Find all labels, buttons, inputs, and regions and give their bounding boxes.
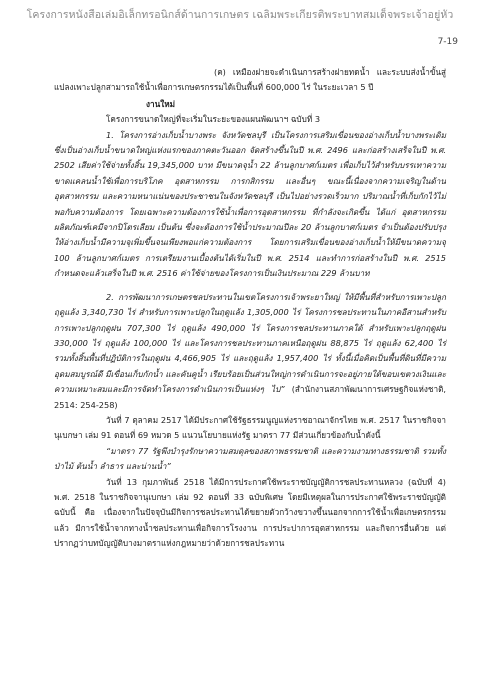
- paragraph-constitution: วันที่ 7 ตุลาคม 2517 ได้มีประกาศใช้รัฐธรรมนูญแห่งราชอาณาจักรไทย พ.ศ. 2517 ในราชกิจจานุเบกษา เล่ม 91 ตอนที่ 69 หมวด 5 แนวนโยบายแห่งรัฐ มาตรา 77 มีส่วนเกี่ยวข้องกับน้ำดังนี้: [54, 414, 446, 441]
- paragraph-irrigation: [54, 290, 446, 413]
- paragraph-article-77: “มาตรา 77 รัฐพึงบำรุงรักษาความสมดุลของสภาพธรรมชาติ และความงามทางธรรมชาติ รวมทั้งป่าไม้ ต้นน้ำ ลำธาร และน่านน้ำ”: [54, 445, 446, 472]
- section-heading: งานใหม่: [146, 98, 175, 109]
- paragraph-dam-project: (ค) เหมืองฝายจะดำเนินการสร้างฝายทดน้ำ และระบบส่งน้ำขั้นสู่แปลงเพาะปลูกสามารถใช้น้ำเพื่อการเกษตรกรรมได้เป็นพื้นที่ 600,000 ไร่ ในระยะเวลา 5 ปี: [54, 67, 446, 93]
- document-body: [54, 65, 446, 552]
- citation: (สำนักงานสภาพัฒนาการเศรษฐกิจแห่งชาติ, 2514: 254-258): [54, 384, 446, 410]
- paragraph-irrigation-act: วันที่ 13 กุมภาพันธ์ 2518 ได้มีการประกาศใช้พระราชบัญญัติการชลประทานหลวง (ฉบับที่ 4) พ.ศ. 2518 ในราชกิจจานุเบกษา เล่ม 92 ตอนที่ 33 ฉบับพิเศษ โดยมีเหตุผลในการประกาศใช้พระราชบัญญัติฉบับนี้ คือ เนื่องจากในปัจจุบันมีกิจการชลประทานได้ขยายตัวกว้างขวางขึ้นนอกจากการใช้น้ำเพื่อเกษตรกรรมแล้ว มีการใช้น้ำจากทางน้ำชลประทานเพื่อกิจการโรงงาน การประปาการอุตสาหกรรม และกิจการอื่นด้วย แต่ปรากฏว่าบทบัญญัติบางมาตราแห่งกฎหมายว่าด้วยการชลประทาน: [54, 476, 446, 549]
- running-header: โครงการหนังสือเล่มอิเล็กทรอนิกส์ด้านการเกษตร เฉลิมพระเกียรติพระบาทสมเด็จพระเจ้าอยู่หัว: [26, 9, 454, 21]
- quote-text: 2. การพัฒนาการเกษตรชลประทานในเขตโครงการเจ้าพระยาใหญ่ ให้มีพื้นที่สำหรับการเพาะปลูกฤดูแล้ง 3,340,730 ไร่ สำหรับการเพาะปลูกในฤดูแล้ง 1,305,000 ไร่ โครงการชลประทานในภาคอีสานสำหรับการเพาะปลูกฤดูฝน 707,300 ไร่ ฤดูแล้ง 490,000 ไร่ โครงการชลประทานภาคใต้ สำหรับเพาะปลูกฤดูฝน 330,000 ไร่ ฤดูแล้ง 100,000 ไร่ และโครงการชลประทานภาคเหนือฤดูฝน 88,875 ไร่ ฤดูแล้ง 62,400 ไร่ รวมทั้งสิ้นพื้นที่ปฏิบัติการในฤดูฝน 4,466,905 ไร่ และฤดูแล้ง 1,957,400 ไร่ ทั้งนี้เมื่อคิดเป็นพื้นที่ดินที่มีความอุดมสมบูรณ์ดี มีเขื่อนเก็บกักน้ำ และคันคูน้ำ เรียบร้อยเป็นส่วนใหญ่การดำเนินการจะอยู่ภายใต้ขอบเขตวงเงินและความเหมาะสมและมีการจัดทำโครงการดำเนินการเป็นแห่งๆ ไป”: [54, 291, 446, 395]
- paragraph-intro: โครงการขนาดใหญ่ที่จะเริ่มในระยะของแผนพัฒนาฯ ฉบับที่ 3: [106, 114, 321, 125]
- paragraph-bang-phra: 1. โครงการอ่างเก็บน้ำบางพระ จังหวัดชลบุรี เป็นโครงการเสริมเขื่อนของอ่างเก็บน้ำบางพระเดิม ซึ่งเป็นอ่างเก็บน้ำขนาดใหญ่แห่งแรกของภาคตะวันออก จัดสร้างขึ้นในปี พ.ศ. 2496 และก่อสร้างเสร็จในปี พ.ศ. 2502 เสียค่าใช้จ่ายทั้งสิ้น 19,345,000 บาท มีขนาดจุน้ำ 22 ล้านลูกบาศก์เมตร เพื่อเก็บไว้สำหรับบรรเทาความขาดแคลนน้ำใช้เพื่อการบริโภค อุตสาหกรรม การกสิกรรม และอื่นๆ ขณะนี้เนื่องจากความเจริญในด้านอุตสาหกรรม และความหนาแน่นของประชาชนในจังหวัดชลบุรี เป็นไปอย่างรวดเร็วมาก ปริมาณน้ำที่เก็บกักไว้ไม่พอกับความต้องการ โดยเฉพาะความต้องการใช้น้ำเพื่อการอุตสาหกรรม ที่กำลังจะเกิดขึ้น ได้แก่ อุตสาหกรรมผลิตภัณฑ์เคมีจากปิโตรเลียม เป็นต้น ซึ่งจะต้องการใช้น้ำประมาณปีละ 20 ล้านลูกบาศก์เมตร จำเป็นต้องปรับปรุงให้อ่างเก็บน้ำมีความจุเพิ่มขึ้นจนเพียงพอแก่ความต้องการ โดยการเสริมเขื่อนของอ่างเก็บน้ำให้มีขนาดความจุ 100 ล้านลูกบาศก์เมตร การเตรียมงานเบื้องต้นได้เริ่มในปี พ.ศ. 2514 และทำการก่อสร้างในปี พ.ศ. 2515 กำหนดจะแล้วเสร็จในปี พ.ศ. 2516 ค่าใช้จ่ายของโครงการเป็นเงินประมาณ 229 ล้านบาท: [54, 129, 446, 279]
- page-number: 7-19: [437, 37, 458, 47]
